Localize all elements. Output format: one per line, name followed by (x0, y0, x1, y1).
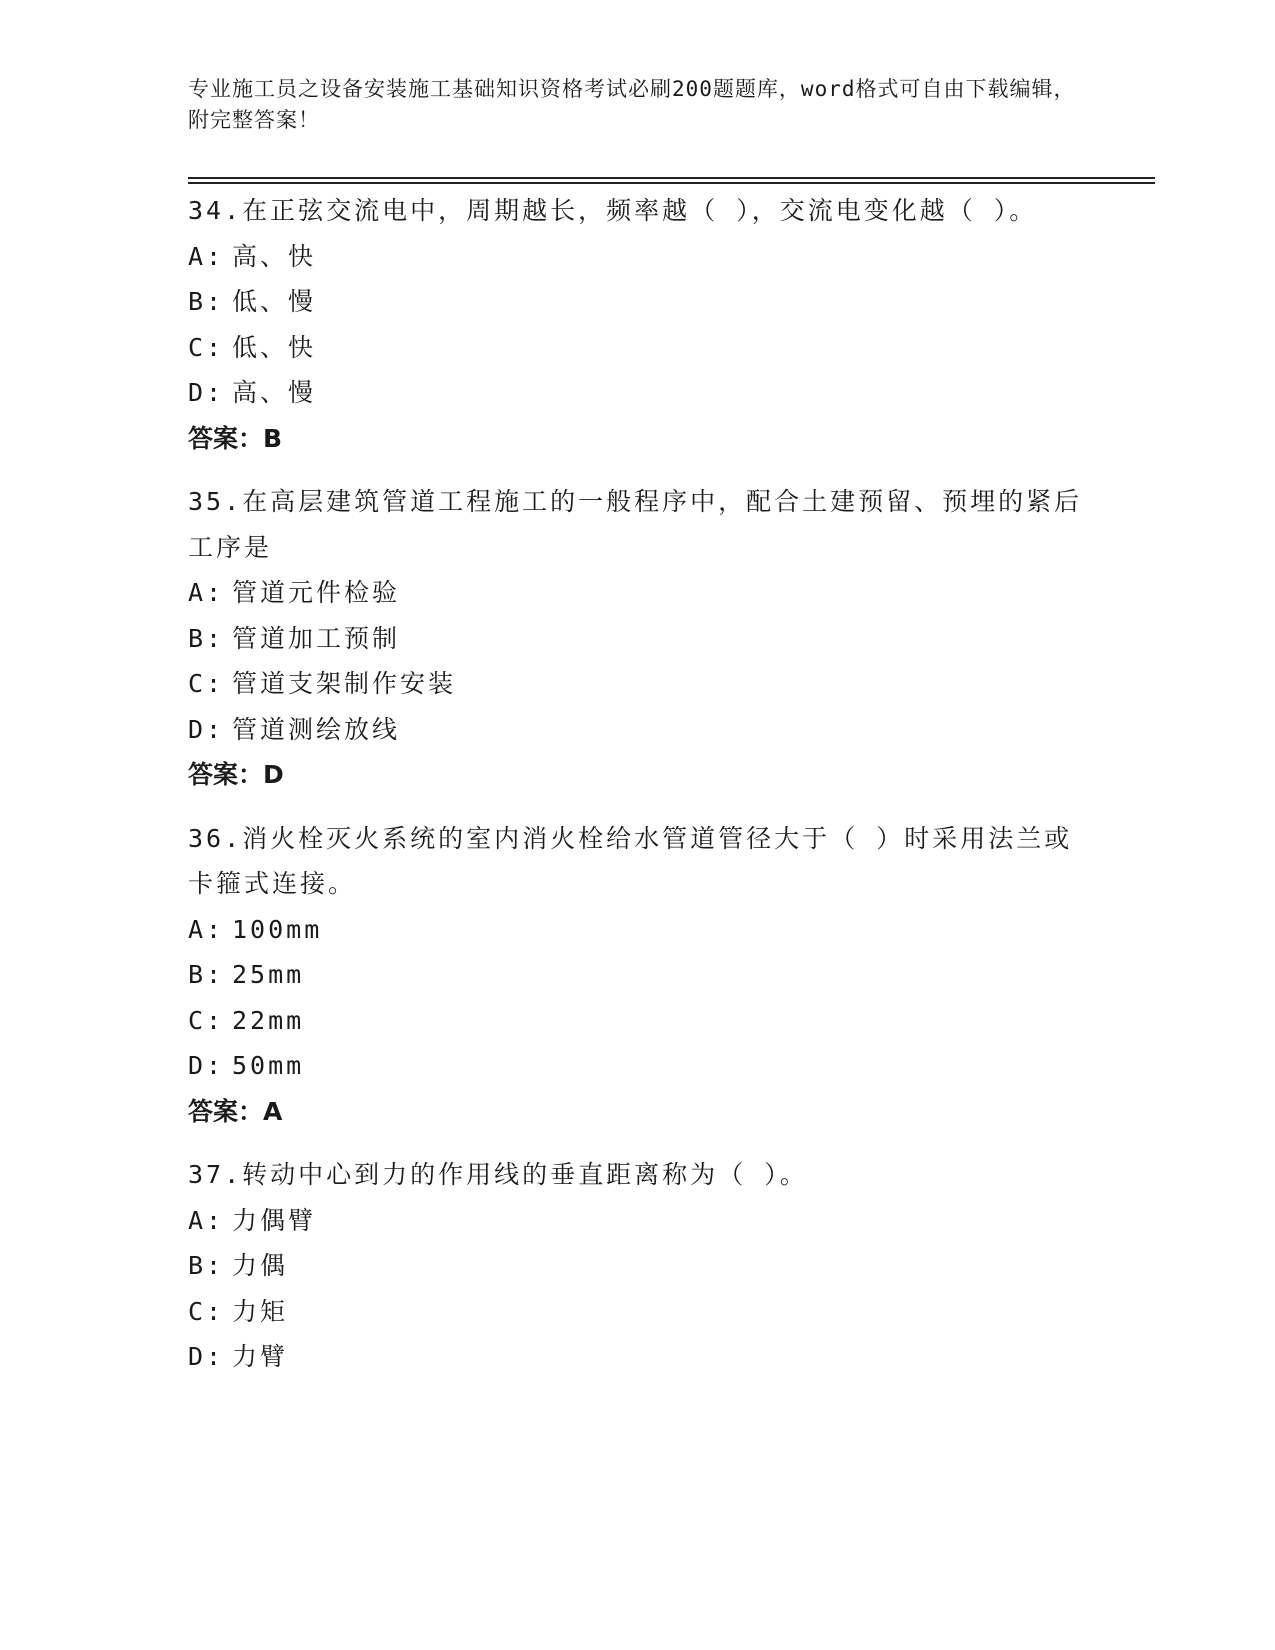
option-key: C: (188, 332, 225, 362)
option-key: B: (188, 623, 225, 653)
option-b (188, 279, 1088, 325)
option-text: 50mm (232, 1051, 305, 1080)
option-key: C: (188, 1296, 225, 1326)
option-d (188, 370, 1088, 416)
option-c (188, 1289, 1088, 1335)
option-key: A: (188, 1205, 225, 1235)
option-text: 力臂 (232, 1342, 289, 1371)
question-stem: 37.转动中心到力的作用线的垂直距离称为（ ）。 (188, 1160, 808, 1189)
option-c (188, 998, 1088, 1044)
option-text: 100mm (232, 914, 323, 944)
option-a (188, 907, 1088, 953)
answer-line: 答案：D (188, 760, 284, 789)
option-d (188, 707, 1088, 753)
option-c (188, 661, 1088, 707)
option-text: 管道加工预制 (232, 623, 401, 653)
option-b (188, 616, 1088, 662)
header-divider-top (188, 177, 1155, 179)
question-36 (188, 816, 1088, 1135)
question-list (188, 188, 1088, 1398)
option-b (188, 952, 1088, 998)
option-key: D: (188, 1051, 225, 1080)
option-text: 低、快 (232, 332, 317, 362)
question-stem: 35.在高层建筑管道工程施工的一般程序中，配合土建预留、预埋的紧后工序是 (188, 487, 1083, 562)
option-text: 25mm (232, 960, 305, 989)
option-key: C: (188, 669, 225, 698)
document-header: 专业施工员之设备安装施工基础知识资格考试必刷200题题库，word格式可自由下载编辑，附完整答案！ (188, 77, 1076, 132)
option-text: 高、快 (232, 241, 317, 271)
option-key: A: (188, 578, 225, 607)
option-a (188, 234, 1088, 280)
option-key: D: (188, 714, 225, 744)
option-a (188, 570, 1088, 616)
option-key: B: (188, 287, 225, 316)
header-divider-bottom (188, 182, 1155, 184)
option-d (188, 1043, 1088, 1089)
answer-line: 答案：B (188, 423, 283, 453)
option-key: C: (188, 1005, 225, 1035)
option-d (188, 1334, 1088, 1380)
option-key: B: (188, 960, 225, 989)
option-text: 管道元件检验 (232, 578, 401, 607)
option-text: 管道测绘放线 (232, 714, 401, 744)
option-a (188, 1198, 1088, 1244)
question-stem: 34.在正弦交流电中，周期越长，频率越（ ），交流电变化越（ ）。 (188, 196, 1038, 225)
option-key: D: (188, 378, 225, 407)
answer-line: 答案：A (188, 1096, 283, 1126)
option-text: 力偶 (232, 1251, 289, 1280)
option-key: B: (188, 1251, 225, 1280)
option-text: 高、慢 (232, 378, 317, 407)
question-34 (188, 188, 1088, 461)
question-37 (188, 1152, 1088, 1380)
question-stem: 36.消火栓灭火系统的室内消火栓给水管道管径大于（ ）时采用法兰或卡箍式连接。 (188, 823, 1073, 898)
option-key: A: (188, 241, 225, 271)
option-key: A: (188, 914, 225, 944)
option-b (188, 1243, 1088, 1289)
option-key: D: (188, 1342, 225, 1371)
option-text: 力偶臂 (232, 1205, 317, 1235)
option-text: 低、慢 (232, 287, 317, 316)
option-text: 22mm (232, 1005, 305, 1035)
option-text: 力矩 (232, 1296, 289, 1326)
option-text: 管道支架制作安装 (232, 669, 457, 698)
question-35 (188, 479, 1088, 798)
option-c (188, 325, 1088, 371)
